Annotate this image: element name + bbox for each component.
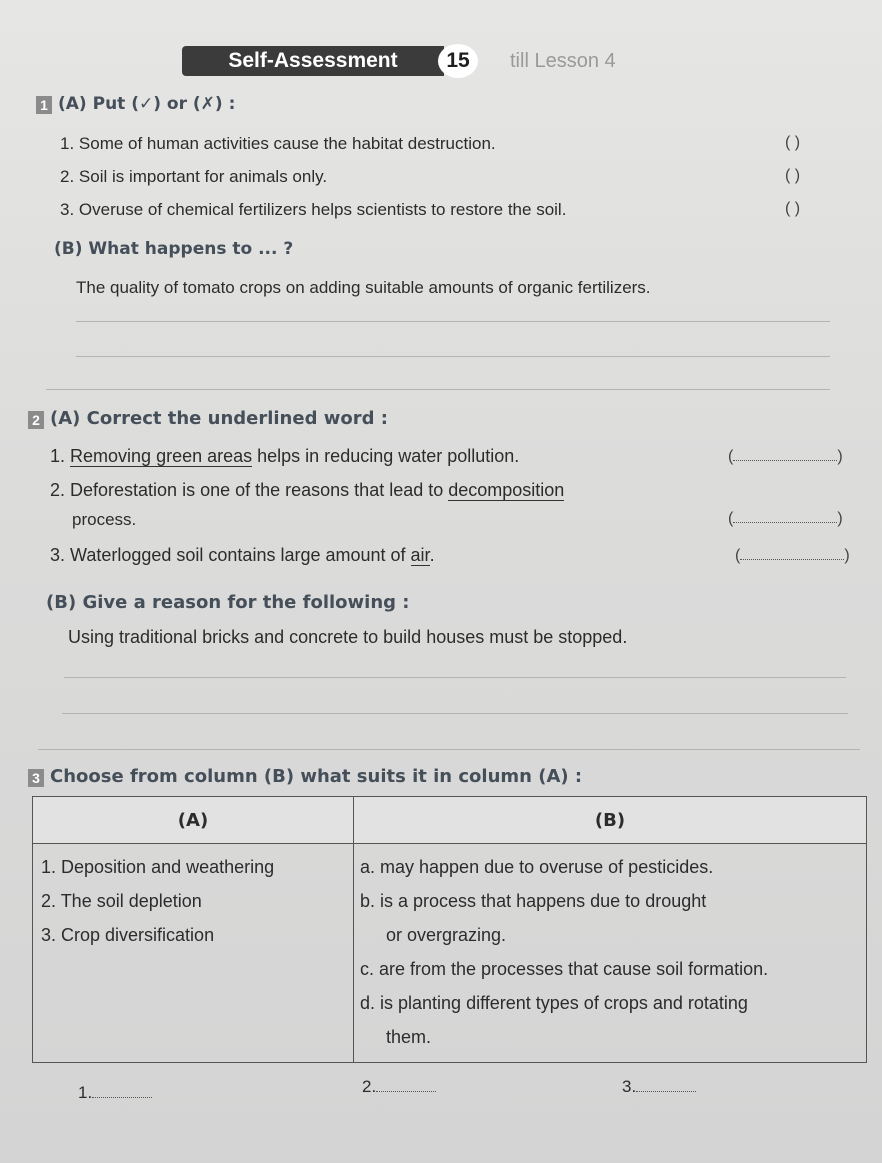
q2-item-3-underlined: air [410,545,430,565]
blank[interactable] [376,1078,436,1092]
q3-heading [28,766,582,787]
q2-item-3-pre: 3. Waterlogged soil contains large amount of [50,545,411,565]
blank[interactable] [733,447,837,461]
column-a-item: 2. The soil depletion [41,891,202,911]
q1-item-1: 1. Some of human activities cause the habitat destruction. [60,134,496,153]
assessment-subtitle: till Lesson 4 [510,50,616,72]
close-paren: ) [837,448,843,465]
q1-item-3-answer[interactable]: ( ) [785,200,801,217]
open-paren: ( [735,547,741,564]
table-header-row [33,797,867,844]
table-row [33,844,867,1063]
answer-line[interactable] [46,389,830,390]
column-b-header: (B) [354,797,867,844]
q2-item-3 [50,545,435,566]
q2-item-1-num: 1. [50,446,66,466]
open-paren: ( [728,448,734,465]
blank[interactable] [740,546,844,560]
answer-slot-2[interactable] [362,1077,436,1097]
open-paren: ( [728,510,734,527]
q1-item-1-answer[interactable]: ( ) [785,134,801,151]
column-b-item-continued: them. [386,1027,432,1047]
q1-a-heading: (A) Put (✓) or (✗) : [58,94,236,114]
q2-number-badge: 2 [28,411,44,429]
q2-a-heading: (A) Correct the underlined word : [50,408,388,429]
answer-line[interactable] [38,749,860,750]
q2-b-prompt: Using traditional bricks and concrete to build houses must be stopped. [68,627,628,647]
assessment-title: Self-Assessment [182,46,444,76]
q2-heading-a [28,408,388,429]
close-paren: ) [837,510,843,527]
answer-line[interactable] [62,713,848,714]
blank[interactable] [636,1078,696,1092]
column-b-item-continued: or overgrazing. [386,925,507,945]
q2-item-2-line2: process. [72,510,137,529]
column-b-cell [354,844,867,1063]
close-paren: ) [844,547,850,564]
answer-slot-3[interactable] [622,1077,696,1097]
column-a-cell [33,844,354,1063]
column-b-item: b. is a process that happens due to drought [360,891,707,911]
answer-number: 1. [78,1083,93,1102]
q3-heading-text: Choose from column (B) what suits it in column (A) : [50,766,583,787]
q1-b-prompt: The quality of tomato crops on adding suitable amounts of organic fertilizers. [76,278,651,297]
answer-line[interactable] [76,321,830,322]
q1-heading-a [36,94,235,114]
column-b-item: d. is planting different types of crops and rotating [360,993,748,1013]
matching-table [32,796,867,1063]
column-a-header: (A) [33,797,354,844]
q2-item-2-text: 2. Deforestation is one of the reasons that lead to [50,480,449,500]
column-a-item: 1. Deposition and weathering [41,857,275,877]
q2-item-1-underlined: Removing green areas [70,446,253,466]
column-b-item: a. may happen due to overuse of pesticides. [360,857,714,877]
q2-item-1-rest: helps in reducing water pollution. [252,446,520,466]
q2-item-3-post: . [429,545,435,565]
q3-number-badge: 3 [28,769,44,787]
q1-number-badge: 1 [36,96,52,114]
q2-b-heading: (B) Give a reason for the following : [46,592,410,613]
q2-item-2-answer[interactable] [728,509,843,528]
q1-item-3: 3. Overuse of chemical fertilizers helps scientists to restore the soil. [60,200,567,219]
q1-item-2-answer[interactable]: ( ) [785,167,801,184]
q2-item-2-underlined: decomposition [448,480,565,500]
column-a-item: 3. Crop diversification [41,925,215,945]
answer-line[interactable] [76,356,830,357]
answer-number: 2. [362,1077,377,1096]
q1-item-2: 2. Soil is important for animals only. [60,167,328,186]
q1-b-heading: (B) What happens to ... ? [54,239,294,259]
column-b-item: c. are from the processes that cause soil formation. [360,959,769,979]
answer-slot-1[interactable] [78,1083,152,1103]
blank[interactable] [733,509,837,523]
answer-line[interactable] [64,677,846,678]
answer-number: 3. [622,1077,637,1096]
q2-item-1 [50,446,519,467]
q2-item-1-answer[interactable] [728,447,843,466]
q2-item-3-answer[interactable] [735,546,850,565]
q2-item-2 [50,480,564,501]
assessment-number: 15 [438,44,478,78]
blank[interactable] [92,1084,152,1098]
